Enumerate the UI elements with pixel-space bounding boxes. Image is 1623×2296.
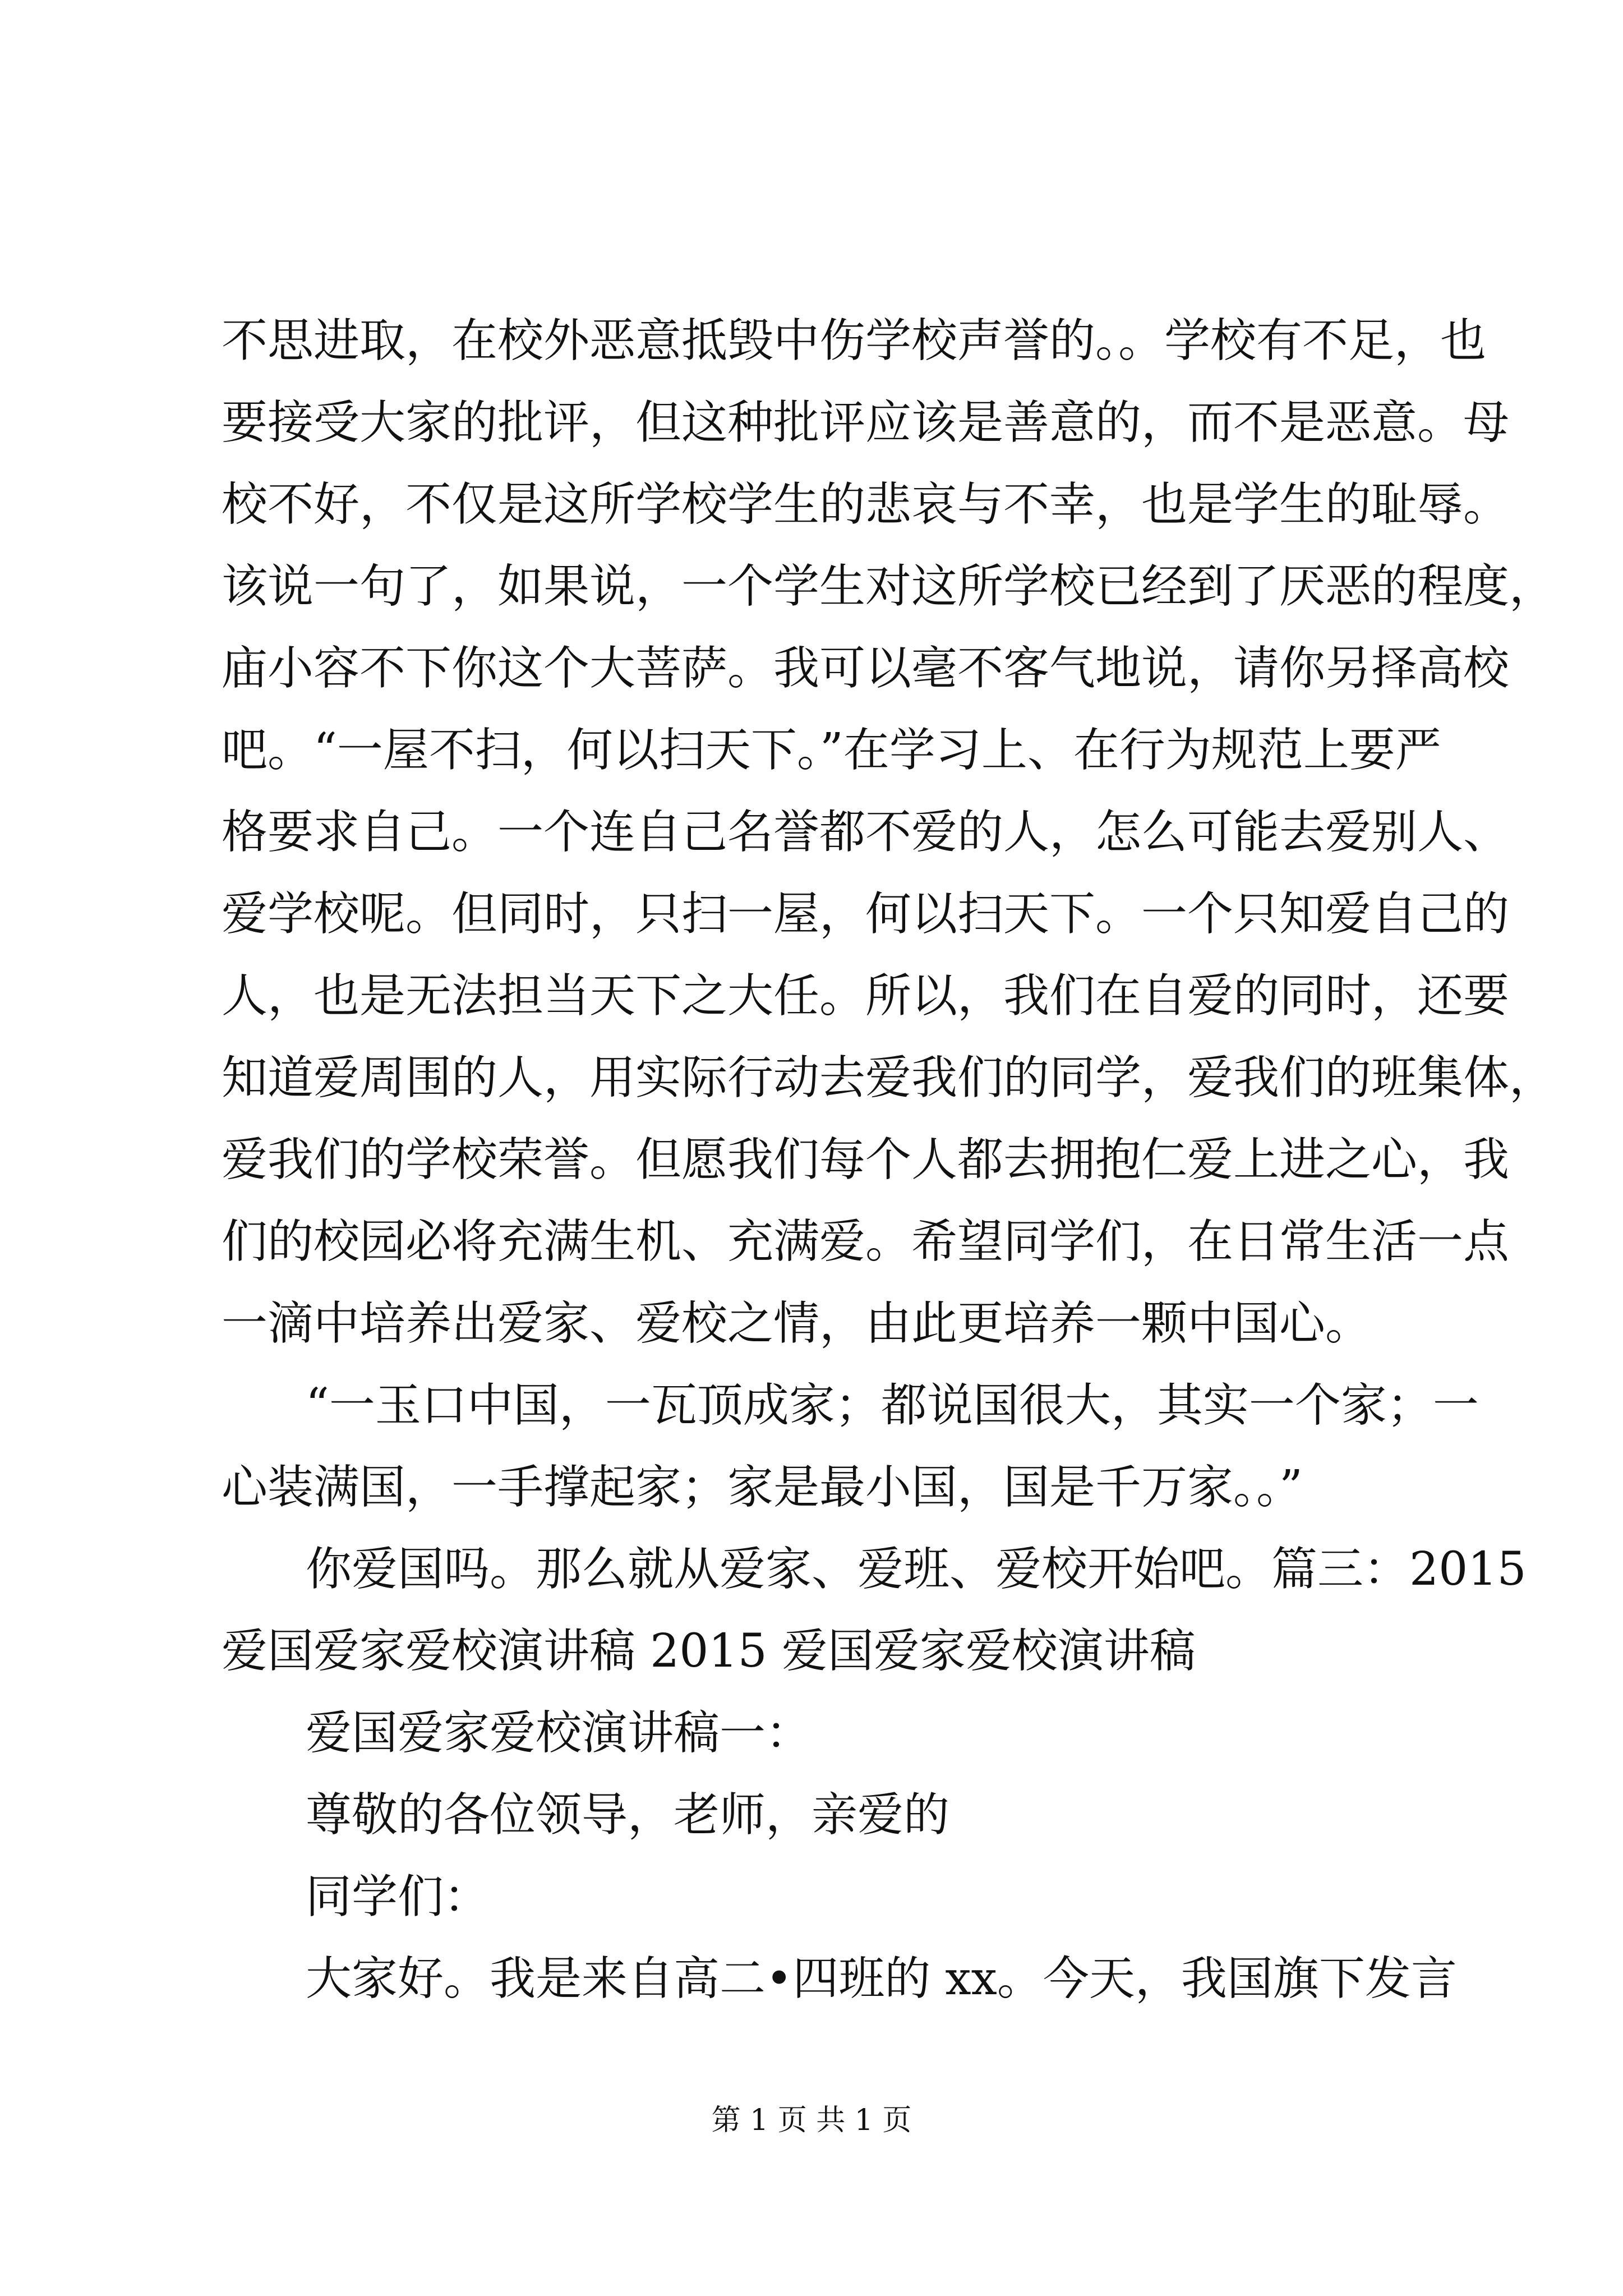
body-line-15: 爱国爱家爱校演讲稿 2015 爱国爱家爱校演讲稿	[222, 1625, 1196, 1678]
body-line-1: 不思进取，在校外恶意抵毁中伤学校声誉的。。学校有不足，也	[222, 314, 1487, 367]
body-line-3: 校不好，不仅是这所学校学生的悲哀与不幸，也是学生的耻辱。	[222, 478, 1510, 531]
quote-line-1: “一玉口中国，一瓦顶成家；都说国很大，其实一个家；一	[306, 1379, 1479, 1432]
salutation-line-2: 同学们：	[306, 1870, 490, 1924]
body-line-16: 大家好。我是来自高二•四班的 xx。今天，我国旗下发言	[306, 1952, 1457, 2005]
body-line-9: 人，也是无法担当天下之大任。所以，我们在自爱的同时，还要	[222, 969, 1510, 1023]
speech-title: 爱国爱家爱校演讲稿一：	[306, 1706, 812, 1760]
document-body	[222, 300, 1556, 2020]
quote-line-2: 心装满国，一手撑起家；家是最小国，国是千万家。。”	[222, 1461, 1303, 1514]
body-line-4: 该说一句了，如果说，一个学生对这所学校已经到了厌恶的程度，	[222, 560, 1556, 613]
body-line-8: 爱学校呢。但同时，只扫一屋，何以扫天下。一个只知爱自己的	[222, 887, 1510, 941]
body-line-7: 格要求自己。一个连自己名誉都不爱的人，怎么可能去爱别人、	[222, 806, 1510, 859]
body-line-14: 你爱国吗。那么就从爱家、爱班、爱校开始吧。篇三：2015	[306, 1543, 1527, 1596]
body-line-10: 知道爱周围的人，用实际行动去爱我们的同学，爱我们的班集体，	[222, 1051, 1556, 1105]
body-line-5: 庙小容不下你这个大菩萨。我可以毫不客气地说，请你另择高校	[222, 642, 1510, 695]
body-line-6: 吧。“一屋不扫，何以扫天下。”在学习上、在行为规范上要严	[222, 724, 1441, 777]
salutation-line-1: 尊敬的各位领导，老师，亲爱的	[306, 1788, 950, 1842]
body-line-11: 爱我们的学校荣誉。但愿我们每个人都去拥抱仁爱上进之心，我	[222, 1133, 1510, 1186]
body-line-2: 要接受大家的批评，但这种批评应该是善意的，而不是恶意。母	[222, 396, 1510, 449]
body-line-12: 们的校园必将充满生机、充满爱。希望同学们，在日常生活一点	[222, 1215, 1510, 1268]
body-line-13: 一滴中培养出爱家、爱校之情，由此更培养一颗中国心。	[222, 1297, 1372, 1350]
page-footer: 第 1 页 共 1 页	[711, 2104, 912, 2137]
